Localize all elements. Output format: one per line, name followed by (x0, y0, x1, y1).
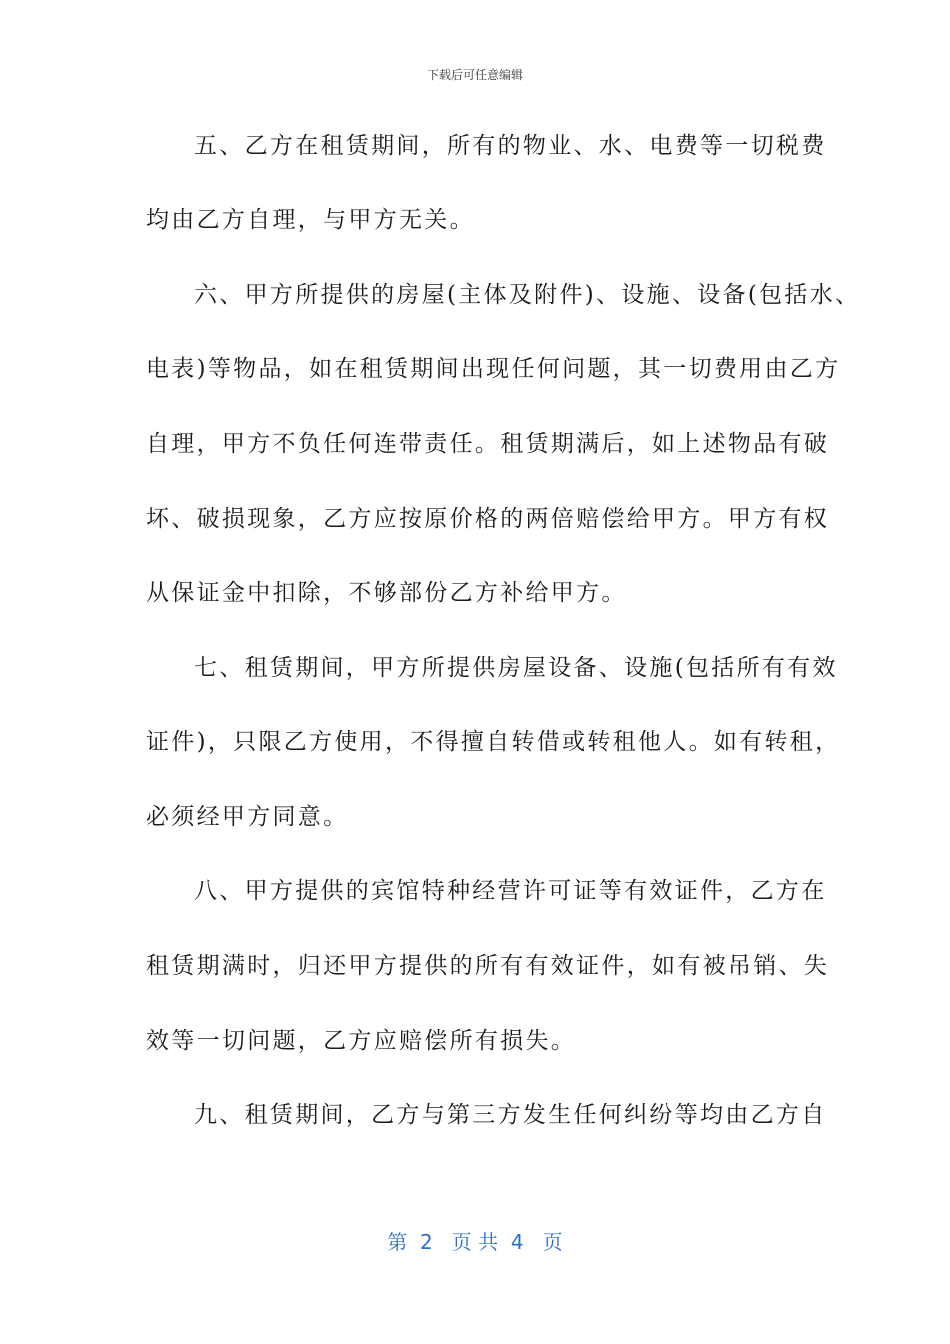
paragraph-8-line-3: 效等一切问题，乙方应赔偿所有损失。 (146, 1028, 577, 1054)
page-header: 下载后可任意编辑 (426, 68, 523, 82)
paragraph-5-line-2: 均由乙方自理，与甲方无关。 (146, 207, 475, 233)
paragraph-6-line-4: 坏、破损现象，乙方应按原价格的两倍赔偿给甲方。甲方有权 (146, 506, 830, 532)
paragraph-7-line-3: 必须经甲方同意。 (146, 804, 349, 830)
paragraph-5-line-1: 五、乙方在租赁期间，所有的物业、水、电费等一切税费 (194, 133, 827, 159)
paragraph-9-line-1: 九、租赁期间，乙方与第三方发生任何纠纷等均由乙方自 (194, 1102, 827, 1128)
paragraph-7-line-2: 证件)，只限乙方使用，不得擅自转借或转租他人。如有转租， (146, 729, 841, 755)
paragraph-7-line-1: 七、租赁期间，甲方所提供房屋设备、设施(包括所有有效 (194, 655, 838, 681)
paragraph-6-line-5: 从保证金中扣除，不够部份乙方补给甲方。 (146, 580, 627, 606)
paragraph-8-line-2: 租赁期满时，归还甲方提供的所有有效证件，如有被吊销、失 (146, 953, 830, 979)
paragraph-6-line-1: 六、甲方所提供的房屋(主体及附件)、设施、设备(包括水、 (194, 282, 861, 308)
paragraph-6-line-3: 自理，甲方不负任何连带责任。租赁期满后，如上述物品有破 (146, 431, 830, 457)
paragraph-8-line-1: 八、甲方提供的宾馆特种经营许可证等有效证件，乙方在 (194, 878, 827, 904)
paragraph-6-line-2: 电表)等物品，如在租赁期间出现任何问题，其一切费用由乙方 (146, 356, 841, 382)
page-number-footer: 第 2 页 共 4 页 (387, 1230, 563, 1254)
